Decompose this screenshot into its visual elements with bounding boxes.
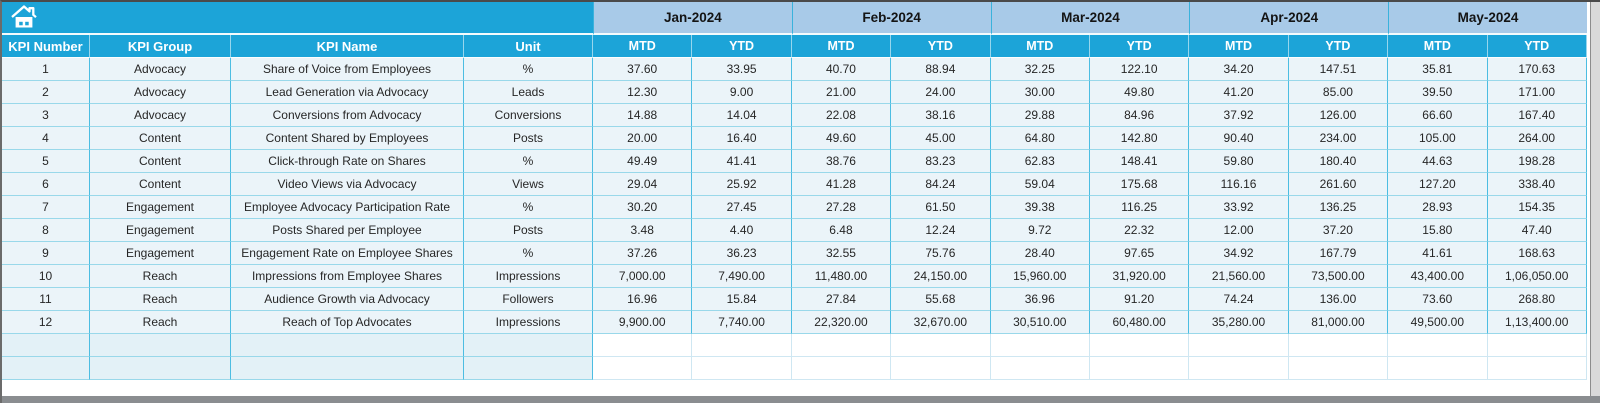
value-cell[interactable]: 7,000.00: [593, 265, 692, 288]
column-header-kpi-group[interactable]: KPI Group: [90, 35, 231, 58]
sub-header-mtd[interactable]: MTD: [593, 35, 692, 58]
value-cell[interactable]: 97.65: [1090, 242, 1189, 265]
value-cell[interactable]: 21.00: [792, 81, 891, 104]
value-cell[interactable]: 35,280.00: [1189, 311, 1288, 334]
value-cell[interactable]: 41.61: [1388, 242, 1487, 265]
value-cell[interactable]: 127.20: [1388, 173, 1487, 196]
value-cell[interactable]: 66.60: [1388, 104, 1487, 127]
value-cell[interactable]: 261.60: [1289, 173, 1388, 196]
month-header-apr-2024[interactable]: Apr-2024: [1189, 2, 1388, 35]
value-cell[interactable]: 9.72: [991, 219, 1090, 242]
kpi-number-cell[interactable]: 7: [2, 196, 90, 219]
empty-cell[interactable]: [991, 334, 1090, 357]
empty-cell[interactable]: [231, 357, 464, 380]
kpi-number-cell[interactable]: 2: [2, 81, 90, 104]
sub-header-ytd[interactable]: YTD: [1289, 35, 1388, 58]
kpi-number-cell[interactable]: 5: [2, 150, 90, 173]
kpi-name-cell[interactable]: Engagement Rate on Employee Shares: [231, 242, 464, 265]
month-header-jan-2024[interactable]: Jan-2024: [593, 2, 792, 35]
kpi-group-cell[interactable]: Reach: [90, 265, 231, 288]
value-cell[interactable]: 3.48: [593, 219, 692, 242]
value-cell[interactable]: 21,560.00: [1189, 265, 1288, 288]
value-cell[interactable]: 9,900.00: [593, 311, 692, 334]
empty-cell[interactable]: [593, 334, 692, 357]
kpi-group-cell[interactable]: Content: [90, 127, 231, 150]
value-cell[interactable]: 148.41: [1090, 150, 1189, 173]
value-cell[interactable]: 33.92: [1189, 196, 1288, 219]
value-cell[interactable]: 168.63: [1488, 242, 1587, 265]
empty-cell[interactable]: [1189, 334, 1288, 357]
value-cell[interactable]: 27.28: [792, 196, 891, 219]
sub-header-mtd[interactable]: MTD: [792, 35, 891, 58]
value-cell[interactable]: 25.92: [692, 173, 791, 196]
unit-cell[interactable]: %: [464, 242, 593, 265]
column-header-unit[interactable]: Unit: [464, 35, 593, 58]
empty-cell[interactable]: [1488, 357, 1587, 380]
value-cell[interactable]: 59.80: [1189, 150, 1288, 173]
kpi-name-cell[interactable]: Posts Shared per Employee: [231, 219, 464, 242]
value-cell[interactable]: 14.88: [593, 104, 692, 127]
empty-cell[interactable]: [1090, 334, 1189, 357]
kpi-group-cell[interactable]: Reach: [90, 288, 231, 311]
kpi-name-cell[interactable]: Click-through Rate on Shares: [231, 150, 464, 173]
empty-cell[interactable]: [1289, 357, 1388, 380]
kpi-group-cell[interactable]: Engagement: [90, 242, 231, 265]
home-icon[interactable]: [9, 4, 39, 31]
value-cell[interactable]: 37.92: [1189, 104, 1288, 127]
value-cell[interactable]: 7,490.00: [692, 265, 791, 288]
window-bottom-frame: [2, 396, 1600, 403]
value-cell[interactable]: 84.96: [1090, 104, 1189, 127]
empty-cell[interactable]: [2, 334, 90, 357]
value-cell[interactable]: 15,960.00: [991, 265, 1090, 288]
value-cell[interactable]: 29.88: [991, 104, 1090, 127]
value-cell[interactable]: 24.00: [891, 81, 990, 104]
value-cell[interactable]: 41.41: [692, 150, 791, 173]
value-cell[interactable]: 35.81: [1388, 58, 1487, 81]
kpi-name-cell[interactable]: Share of Voice from Employees: [231, 58, 464, 81]
value-cell[interactable]: 20.00: [593, 127, 692, 150]
unit-cell[interactable]: Views: [464, 173, 593, 196]
kpi-number-cell[interactable]: 10: [2, 265, 90, 288]
value-cell[interactable]: 12.00: [1189, 219, 1288, 242]
value-cell[interactable]: 38.16: [891, 104, 990, 127]
value-cell[interactable]: 24,150.00: [891, 265, 990, 288]
value-cell[interactable]: 32.25: [991, 58, 1090, 81]
value-cell[interactable]: 1,06,050.00: [1488, 265, 1587, 288]
kpi-table: [2, 2, 1587, 380]
sub-header-ytd[interactable]: YTD: [1488, 35, 1587, 58]
value-cell[interactable]: 49.60: [792, 127, 891, 150]
value-cell[interactable]: 45.00: [891, 127, 990, 150]
value-cell[interactable]: 36.96: [991, 288, 1090, 311]
value-cell[interactable]: 43,400.00: [1388, 265, 1487, 288]
value-cell[interactable]: 234.00: [1289, 127, 1388, 150]
value-cell[interactable]: 22,320.00: [792, 311, 891, 334]
kpi-name-cell[interactable]: Employee Advocacy Participation Rate: [231, 196, 464, 219]
kpi-group-cell[interactable]: Engagement: [90, 219, 231, 242]
value-cell[interactable]: 49,500.00: [1388, 311, 1487, 334]
value-cell[interactable]: 22.32: [1090, 219, 1189, 242]
sub-header-mtd[interactable]: MTD: [1189, 35, 1288, 58]
empty-cell[interactable]: [90, 357, 231, 380]
value-cell[interactable]: 41.20: [1189, 81, 1288, 104]
month-header-may-2024[interactable]: May-2024: [1388, 2, 1587, 35]
value-cell[interactable]: 16.40: [692, 127, 791, 150]
empty-cell[interactable]: [231, 334, 464, 357]
value-cell[interactable]: 11,480.00: [792, 265, 891, 288]
value-cell[interactable]: 171.00: [1488, 81, 1587, 104]
value-cell[interactable]: 30.20: [593, 196, 692, 219]
value-cell[interactable]: 55.68: [891, 288, 990, 311]
kpi-name-cell[interactable]: Audience Growth via Advocacy: [231, 288, 464, 311]
value-cell[interactable]: 28.93: [1388, 196, 1487, 219]
value-cell[interactable]: 198.28: [1488, 150, 1587, 173]
value-cell[interactable]: 175.68: [1090, 173, 1189, 196]
value-cell[interactable]: 268.80: [1488, 288, 1587, 311]
empty-cell[interactable]: [792, 334, 891, 357]
value-cell[interactable]: 47.40: [1488, 219, 1587, 242]
value-cell[interactable]: 1,13,400.00: [1488, 311, 1587, 334]
kpi-group-cell[interactable]: Advocacy: [90, 58, 231, 81]
unit-cell[interactable]: Conversions: [464, 104, 593, 127]
table-corner-header: [2, 2, 593, 35]
value-cell[interactable]: 60,480.00: [1090, 311, 1189, 334]
kpi-name-cell[interactable]: Reach of Top Advocates: [231, 311, 464, 334]
value-cell[interactable]: 73.60: [1388, 288, 1487, 311]
value-cell[interactable]: 39.38: [991, 196, 1090, 219]
kpi-number-cell[interactable]: 9: [2, 242, 90, 265]
value-cell[interactable]: 29.04: [593, 173, 692, 196]
window-right-frame: [1590, 2, 1600, 403]
column-header-kpi-name[interactable]: KPI Name: [231, 35, 464, 58]
value-cell[interactable]: 27.45: [692, 196, 791, 219]
kpi-number-cell[interactable]: 12: [2, 311, 90, 334]
value-cell[interactable]: 180.40: [1289, 150, 1388, 173]
value-cell[interactable]: 4.40: [692, 219, 791, 242]
value-cell[interactable]: 9.00: [692, 81, 791, 104]
value-cell[interactable]: 15.84: [692, 288, 791, 311]
value-cell[interactable]: 27.84: [792, 288, 891, 311]
value-cell[interactable]: 7,740.00: [692, 311, 791, 334]
month-header-mar-2024[interactable]: Mar-2024: [991, 2, 1190, 35]
sub-header-mtd[interactable]: MTD: [991, 35, 1090, 58]
value-cell[interactable]: 14.04: [692, 104, 791, 127]
kpi-group-cell[interactable]: Advocacy: [90, 104, 231, 127]
sub-header-ytd[interactable]: YTD: [891, 35, 990, 58]
value-cell[interactable]: 142.80: [1090, 127, 1189, 150]
empty-cell[interactable]: [991, 357, 1090, 380]
empty-cell[interactable]: [90, 334, 231, 357]
kpi-number-cell[interactable]: 6: [2, 173, 90, 196]
kpi-number-cell[interactable]: 4: [2, 127, 90, 150]
kpi-number-cell[interactable]: 8: [2, 219, 90, 242]
value-cell[interactable]: 136.25: [1289, 196, 1388, 219]
value-cell[interactable]: 90.40: [1189, 127, 1288, 150]
value-cell[interactable]: 44.63: [1388, 150, 1487, 173]
value-cell[interactable]: 49.80: [1090, 81, 1189, 104]
month-header-feb-2024[interactable]: Feb-2024: [792, 2, 991, 35]
value-cell[interactable]: 40.70: [792, 58, 891, 81]
kpi-group-cell[interactable]: Advocacy: [90, 81, 231, 104]
value-cell[interactable]: 34.92: [1189, 242, 1288, 265]
value-cell[interactable]: 170.63: [1488, 58, 1587, 81]
empty-cell[interactable]: [692, 334, 791, 357]
value-cell[interactable]: 264.00: [1488, 127, 1587, 150]
value-cell[interactable]: 91.20: [1090, 288, 1189, 311]
empty-cell[interactable]: [1488, 334, 1587, 357]
unit-cell[interactable]: %: [464, 196, 593, 219]
value-cell[interactable]: 61.50: [891, 196, 990, 219]
value-cell[interactable]: 37.20: [1289, 219, 1388, 242]
kpi-group-cell[interactable]: Engagement: [90, 196, 231, 219]
value-cell[interactable]: 136.00: [1289, 288, 1388, 311]
sub-header-mtd[interactable]: MTD: [1388, 35, 1487, 58]
value-cell[interactable]: 37.60: [593, 58, 692, 81]
value-cell[interactable]: 49.49: [593, 150, 692, 173]
value-cell[interactable]: 126.00: [1289, 104, 1388, 127]
sub-header-ytd[interactable]: YTD: [692, 35, 791, 58]
empty-cell[interactable]: [2, 357, 90, 380]
kpi-group-cell[interactable]: Reach: [90, 311, 231, 334]
sub-header-ytd[interactable]: YTD: [1090, 35, 1189, 58]
empty-cell[interactable]: [593, 357, 692, 380]
empty-cell[interactable]: [1189, 357, 1288, 380]
value-cell[interactable]: 105.00: [1388, 127, 1487, 150]
kpi-number-cell[interactable]: 11: [2, 288, 90, 311]
unit-cell[interactable]: Impressions: [464, 311, 593, 334]
value-cell[interactable]: 116.25: [1090, 196, 1189, 219]
value-cell[interactable]: 33.95: [692, 58, 791, 81]
value-cell[interactable]: 85.00: [1289, 81, 1388, 104]
kpi-number-cell[interactable]: 1: [2, 58, 90, 81]
unit-cell[interactable]: Followers: [464, 288, 593, 311]
value-cell[interactable]: 32.55: [792, 242, 891, 265]
unit-cell[interactable]: Impressions: [464, 265, 593, 288]
value-cell[interactable]: 84.24: [891, 173, 990, 196]
unit-cell[interactable]: Leads: [464, 81, 593, 104]
value-cell[interactable]: 147.51: [1289, 58, 1388, 81]
kpi-name-cell[interactable]: Impressions from Employee Shares: [231, 265, 464, 288]
value-cell[interactable]: 83.23: [891, 150, 990, 173]
value-cell[interactable]: 12.24: [891, 219, 990, 242]
empty-cell[interactable]: [1289, 334, 1388, 357]
column-header-kpi-number[interactable]: KPI Number: [2, 35, 90, 58]
unit-cell[interactable]: Posts: [464, 127, 593, 150]
value-cell[interactable]: 22.08: [792, 104, 891, 127]
kpi-name-cell[interactable]: Conversions from Advocacy: [231, 104, 464, 127]
unit-cell[interactable]: %: [464, 58, 593, 81]
value-cell[interactable]: 81,000.00: [1289, 311, 1388, 334]
unit-cell[interactable]: Posts: [464, 219, 593, 242]
value-cell[interactable]: 74.24: [1189, 288, 1288, 311]
kpi-group-cell[interactable]: Content: [90, 173, 231, 196]
value-cell[interactable]: 6.48: [792, 219, 891, 242]
value-cell[interactable]: 116.16: [1189, 173, 1288, 196]
value-cell[interactable]: 122.10: [1090, 58, 1189, 81]
empty-cell[interactable]: [891, 357, 990, 380]
value-cell[interactable]: 41.28: [792, 173, 891, 196]
value-cell[interactable]: 73,500.00: [1289, 265, 1388, 288]
value-cell[interactable]: 32,670.00: [891, 311, 990, 334]
value-cell[interactable]: 154.35: [1488, 196, 1587, 219]
value-cell[interactable]: 38.76: [792, 150, 891, 173]
kpi-name-cell[interactable]: Content Shared by Employees: [231, 127, 464, 150]
value-cell[interactable]: 75.76: [891, 242, 990, 265]
empty-cell[interactable]: [464, 357, 593, 380]
value-cell[interactable]: 37.26: [593, 242, 692, 265]
value-cell[interactable]: 15.80: [1388, 219, 1487, 242]
value-cell[interactable]: 34.20: [1189, 58, 1288, 81]
value-cell[interactable]: 167.79: [1289, 242, 1388, 265]
value-cell[interactable]: 28.40: [991, 242, 1090, 265]
value-cell[interactable]: 16.96: [593, 288, 692, 311]
value-cell[interactable]: 64.80: [991, 127, 1090, 150]
empty-cell[interactable]: [464, 334, 593, 357]
value-cell[interactable]: 88.94: [891, 58, 990, 81]
kpi-number-cell[interactable]: 3: [2, 104, 90, 127]
empty-cell[interactable]: [792, 357, 891, 380]
value-cell[interactable]: 36.23: [692, 242, 791, 265]
kpi-group-cell[interactable]: Content: [90, 150, 231, 173]
empty-cell[interactable]: [1388, 334, 1487, 357]
value-cell[interactable]: 338.40: [1488, 173, 1587, 196]
value-cell[interactable]: 30.00: [991, 81, 1090, 104]
kpi-name-cell[interactable]: Lead Generation via Advocacy: [231, 81, 464, 104]
value-cell[interactable]: 31,920.00: [1090, 265, 1189, 288]
value-cell[interactable]: 12.30: [593, 81, 692, 104]
empty-cell[interactable]: [1090, 357, 1189, 380]
kpi-name-cell[interactable]: Video Views via Advocacy: [231, 173, 464, 196]
value-cell[interactable]: 167.40: [1488, 104, 1587, 127]
value-cell[interactable]: 59.04: [991, 173, 1090, 196]
empty-cell[interactable]: [1388, 357, 1487, 380]
unit-cell[interactable]: %: [464, 150, 593, 173]
empty-cell[interactable]: [891, 334, 990, 357]
empty-cell[interactable]: [692, 357, 791, 380]
value-cell[interactable]: 30,510.00: [991, 311, 1090, 334]
value-cell[interactable]: 62.83: [991, 150, 1090, 173]
value-cell[interactable]: 39.50: [1388, 81, 1487, 104]
